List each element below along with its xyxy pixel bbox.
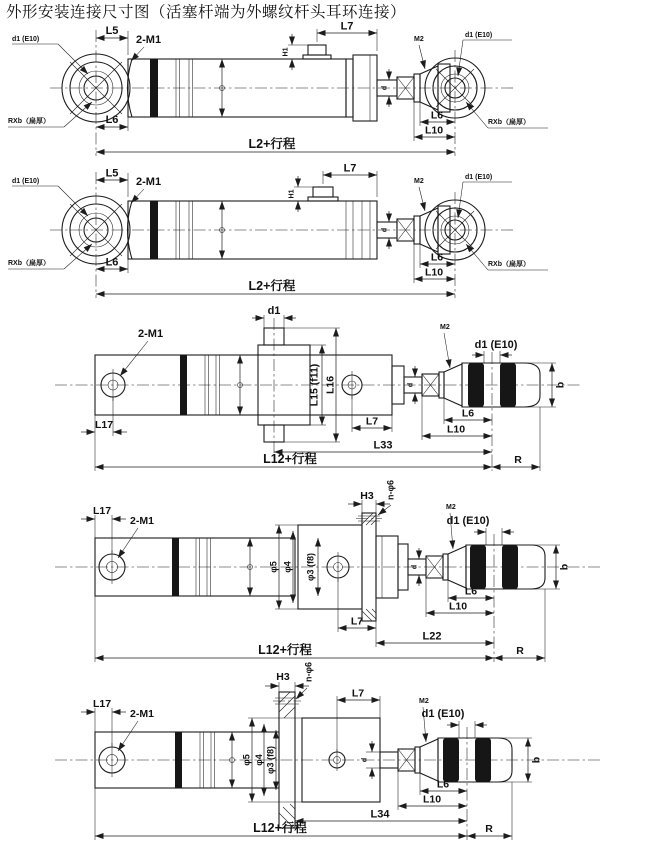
dim-label-b: b bbox=[530, 756, 543, 764]
oil-port bbox=[313, 187, 333, 197]
dim-label-d1-right: d1 (E10) bbox=[465, 174, 493, 181]
oil-port bbox=[308, 45, 326, 55]
dim-label-r: R bbox=[516, 645, 524, 657]
cylinder-body bbox=[128, 45, 377, 121]
dim-label-l22: L22 bbox=[422, 630, 442, 643]
dimensions bbox=[8, 163, 548, 295]
dim-label-d1-right: d1 (E10) bbox=[474, 339, 518, 351]
dim-label-l34: L34 bbox=[370, 808, 390, 821]
centerlines bbox=[55, 519, 600, 663]
dim-label-l10: L10 bbox=[446, 423, 466, 436]
dim-label-l7: L7 bbox=[343, 162, 357, 175]
dim-label-h1: H1 bbox=[282, 47, 290, 57]
dim-label-d1-right: d1 (E10) bbox=[446, 515, 490, 527]
dim-label-total-length: L2+行程 bbox=[248, 137, 296, 151]
drawing-title: 外形安装连接尺寸图（活塞杆端为外螺纹杆头耳环连接） bbox=[6, 4, 407, 21]
dim-label-l17: L17 bbox=[92, 698, 112, 710]
dim-label-l7: L7 bbox=[350, 615, 364, 628]
thread-label-m2: M2 bbox=[446, 504, 456, 511]
dim-label-l10: L10 bbox=[424, 266, 444, 279]
cylinder-variant-2 bbox=[8, 163, 548, 299]
dim-label-l10: L10 bbox=[424, 124, 444, 137]
dim-label-l6: L6 bbox=[464, 585, 478, 598]
dim-label-d1-left: d1 (E10) bbox=[12, 178, 40, 185]
dim-label-d-rod: d bbox=[361, 757, 369, 763]
dim-label-h1: H1 bbox=[288, 189, 296, 199]
thread-label-m2: M2 bbox=[419, 698, 429, 705]
dim-label-b: b bbox=[558, 563, 571, 571]
dim-label-d-rod: d bbox=[381, 85, 389, 91]
dim-label-phi4: φ4 bbox=[254, 754, 264, 766]
dim-label-r: R bbox=[485, 823, 493, 835]
dimensions bbox=[81, 662, 543, 840]
cylinder-variant-1 bbox=[8, 21, 548, 157]
centerlines bbox=[55, 701, 600, 840]
dim-label-l6: L6 bbox=[461, 407, 475, 420]
dim-label-rxb-left: RXb（扁厚） bbox=[8, 260, 50, 267]
dim-label-l6-right: L6 bbox=[430, 109, 444, 122]
dim-label-total-length: L2+行程 bbox=[248, 279, 296, 293]
dim-label-d1-right: d1 (E10) bbox=[421, 708, 465, 720]
thread-label-m2: M2 bbox=[414, 178, 424, 185]
eye-bushing-band bbox=[500, 363, 516, 407]
dim-label-l16: L16 bbox=[324, 375, 337, 395]
dim-label-h3: H3 bbox=[276, 671, 290, 683]
dimensions bbox=[8, 21, 548, 153]
dim-label-l10: L10 bbox=[422, 793, 442, 806]
dim-label-l17: L17 bbox=[92, 505, 112, 517]
eye-bushing-band bbox=[470, 545, 486, 589]
dim-label-b: b bbox=[554, 381, 567, 389]
cylinder-variant-4 bbox=[55, 480, 600, 662]
eye-bushing-band bbox=[475, 738, 491, 782]
dim-label-rxb-right: RXb（扁厚） bbox=[488, 119, 530, 126]
dim-label-d-rod: d bbox=[411, 564, 419, 570]
dim-label-l6: L6 bbox=[436, 778, 450, 791]
thread-label-m2: M2 bbox=[414, 36, 424, 43]
thread-label-2m1: 2-M1 bbox=[130, 515, 154, 527]
dim-label-phi5: φ5 bbox=[268, 561, 279, 573]
dim-label-n-holes: n-φ6 bbox=[385, 480, 396, 500]
dim-label-d1-trunnion: d1 bbox=[267, 305, 281, 317]
dim-label-d1-right: d1 (E10) bbox=[465, 32, 493, 39]
dim-label-phi3: φ3 (f8) bbox=[265, 746, 276, 774]
dim-label-l6-left: L6 bbox=[105, 114, 119, 126]
cylinder-variant-3 bbox=[55, 305, 580, 471]
dim-label-h3: H3 bbox=[360, 490, 374, 502]
dim-label-l6-left: L6 bbox=[105, 256, 119, 269]
dim-label-total-length: L12+行程 bbox=[263, 452, 317, 466]
dim-label-rxb-left: RXb（扁厚） bbox=[8, 118, 50, 125]
dim-label-rxb-right: RXb（扁厚） bbox=[488, 261, 530, 268]
eye-bushing-band bbox=[502, 545, 518, 589]
dim-label-d1-left: d1 (E10) bbox=[12, 36, 40, 43]
dim-label-total-length: L12+行程 bbox=[258, 643, 312, 657]
thread-label-m2: M2 bbox=[440, 324, 450, 331]
dim-label-l5: L5 bbox=[105, 25, 119, 37]
cylinder-variant-5 bbox=[55, 662, 600, 840]
thread-label-2m1: 2-M1 bbox=[136, 34, 162, 46]
dim-label-l6-right: L6 bbox=[430, 251, 444, 264]
dim-label-l15: L15 (f11) bbox=[308, 363, 321, 407]
dim-label-l7: L7 bbox=[351, 687, 365, 700]
dim-label-phi4: φ4 bbox=[282, 561, 293, 573]
dim-label-total-length: L12+行程 bbox=[253, 821, 307, 835]
dim-label-l7: L7 bbox=[365, 415, 379, 428]
dim-label-phi5: φ5 bbox=[241, 754, 252, 766]
dimensions bbox=[81, 305, 567, 471]
eye-bushing-band bbox=[468, 363, 484, 407]
thread-label-2m1: 2-M1 bbox=[130, 708, 154, 720]
dim-label-l17: L17 bbox=[94, 419, 114, 431]
thread-label-2m1: 2-M1 bbox=[136, 176, 162, 188]
thread-label-2m1: 2-M1 bbox=[138, 328, 164, 340]
dim-label-r: R bbox=[514, 454, 522, 466]
cylinder-body bbox=[128, 187, 377, 259]
dimensions bbox=[81, 480, 571, 662]
dim-label-phi3: φ3 (f8) bbox=[305, 553, 316, 581]
dim-label-l10: L10 bbox=[448, 600, 468, 613]
dim-label-l33: L33 bbox=[373, 439, 393, 452]
dim-label-l7: L7 bbox=[340, 20, 354, 33]
dim-label-d-rod: d bbox=[381, 227, 389, 233]
dim-label-d-rod: d bbox=[407, 382, 415, 388]
dim-label-n-holes: n-φ6 bbox=[303, 662, 314, 682]
dim-label-l5: L5 bbox=[105, 167, 119, 180]
eye-bushing-band bbox=[443, 738, 459, 782]
